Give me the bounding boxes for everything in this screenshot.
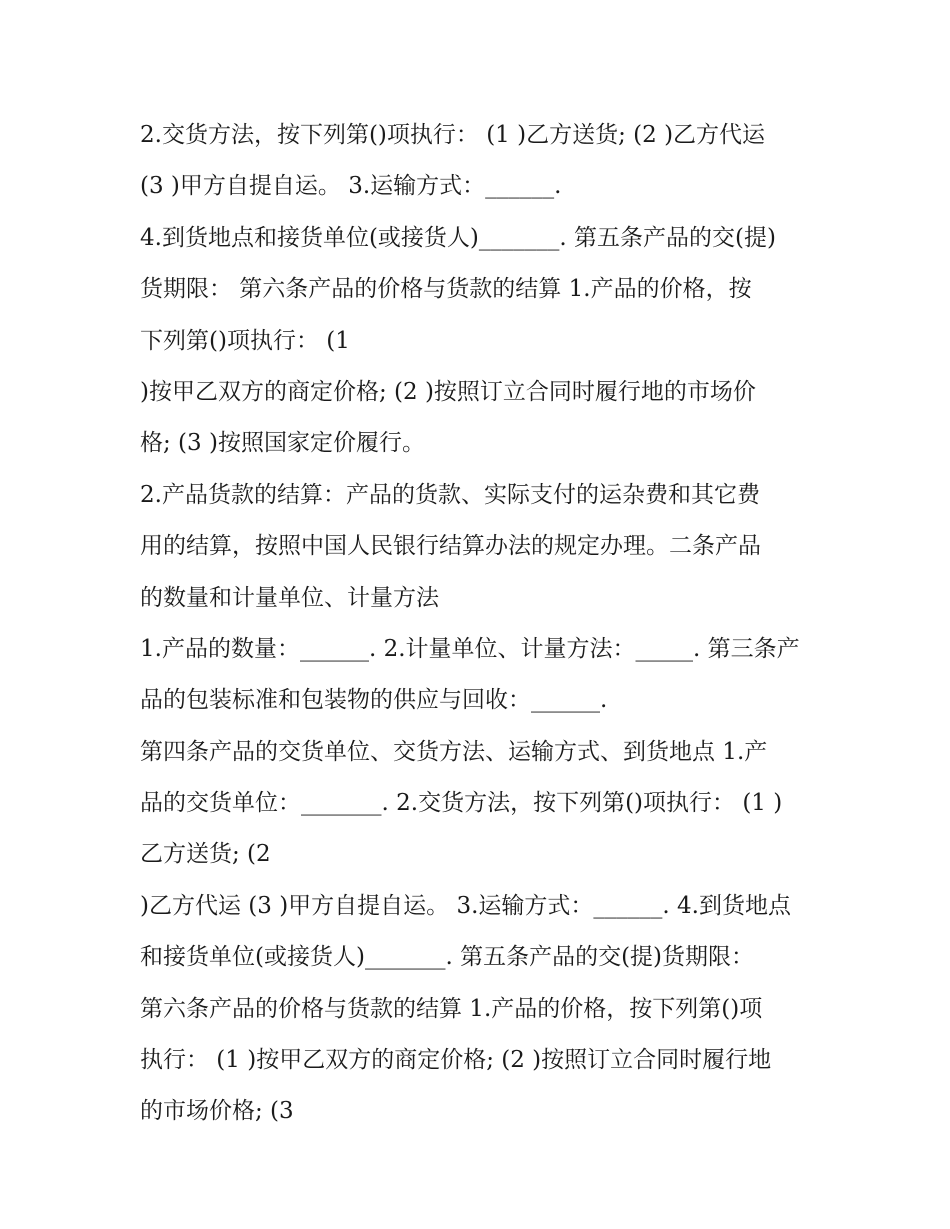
text-line-18: 第六条产品的价格与货款的结算 1.产品的价格，按下列第()项	[140, 995, 763, 1022]
text-line-5: 下列第()项执行： (1	[140, 327, 350, 354]
text-line-7: 格; (3 )按照国家定价履行。	[140, 430, 425, 457]
text-line-16: )乙方代运 (3 )甲方自提自运。 3.运输方式：______. 4.到货地点	[140, 892, 791, 919]
text-line-20: 的市场价格; (3	[140, 1098, 294, 1125]
contract-text	[140, 110, 820, 1138]
text-line-14: 品的交货单位：_______. 2.交货方法，按下列第()项执行： (1 )	[140, 790, 783, 817]
text-line-13: 第四条产品的交货单位、交货方法、运输方式、到货地点 1.产	[140, 738, 768, 765]
text-line-3: 4.到货地点和接货单位(或接货人)_______. 第五条产品的交(提)	[140, 224, 776, 251]
text-line-9: 用的结算，按照中国人民银行结算办法的规定办理。二条产品	[140, 533, 761, 560]
text-line-1: 2.交货方法，按下列第()项执行： (1 )乙方送货; (2 )乙方代运	[140, 122, 766, 148]
text-line-11: 1.产品的数量：______. 2.计量单位、计量方法：_____. 第三条产	[140, 635, 800, 662]
text-line-10: 的数量和计量单位、计量方法	[140, 584, 439, 611]
text-line-17: 和接货单位(或接货人)_______. 第五条产品的交(提)货期限：	[140, 944, 755, 971]
text-line-4: 货期限： 第六条产品的价格与货款的结算 1.产品的价格，按	[140, 276, 752, 303]
text-line-12: 品的包装标准和包装物的供应与回收：______.	[140, 687, 608, 714]
text-line-19: 执行： (1 )按甲乙双方的商定价格; (2 )按照订立合同时履行地	[140, 1047, 772, 1074]
text-line-8: 2.产品货款的结算：产品的货款、实际支付的运杂费和其它费	[140, 481, 760, 508]
text-line-15: 乙方送货; (2	[140, 841, 271, 868]
text-line-2: (3 )甲方自提自运。 3.运输方式：______.	[140, 173, 562, 200]
text-line-6: )按甲乙双方的商定价格; (2 )按照订立合同时履行地的市场价	[140, 378, 756, 405]
